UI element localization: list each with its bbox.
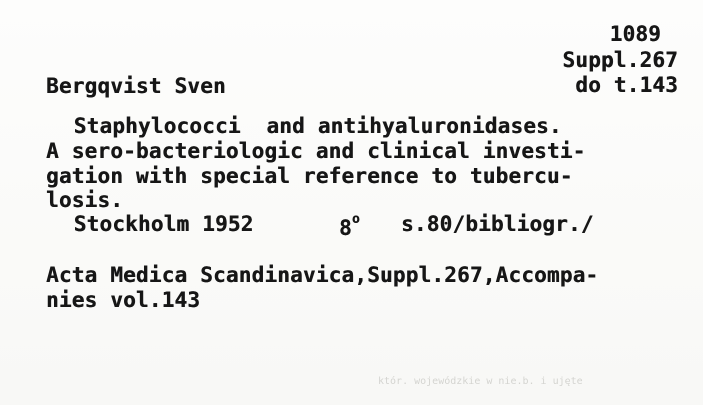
imprint-pages: s.80/bibliogr./ [401, 212, 594, 236]
call-number: 1089 [609, 22, 661, 46]
title-line-2: A sero-bacteriologic and clinical investi- [46, 139, 586, 163]
series-line-2: nies vol.143 [46, 288, 201, 312]
author: Bergqvist Sven [46, 74, 226, 98]
imprint-format: 8$^o$ [339, 212, 360, 240]
imprint-place-year: Stockholm 1952 [48, 212, 254, 236]
title-line-1: Staphylococci and antihyaluronidases. [48, 114, 562, 138]
title-line-3: gation with special reference to tubercu- [46, 164, 573, 188]
series-line-1: Acta Medica Scandinavica,Suppl.267,Accompa- [46, 263, 599, 287]
supplement-number: Suppl.267 [562, 48, 678, 72]
bleed-through-text: któr. wojewódzkie w nie.b. i ujęte [378, 376, 583, 387]
volume-number: do t.143 [575, 73, 678, 97]
title-line-4: losis. [46, 188, 124, 212]
